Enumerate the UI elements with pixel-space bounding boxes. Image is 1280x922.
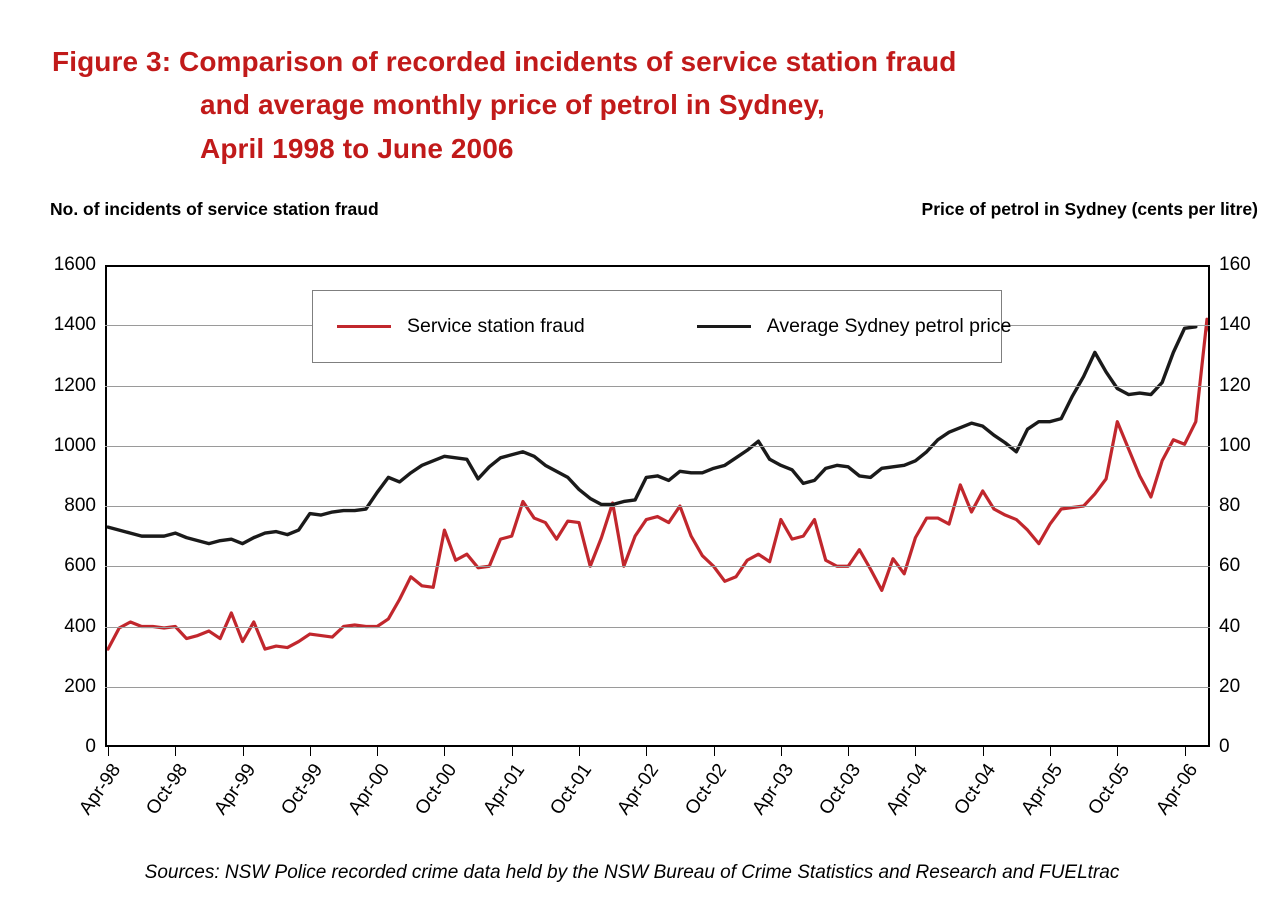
y-tick-label-right: 140 xyxy=(1219,314,1251,336)
y-tick-label-left: 600 xyxy=(64,555,96,577)
x-tick-mark xyxy=(444,747,445,756)
x-tick-label: Oct-01 xyxy=(546,760,597,819)
x-tick-label: Apr-99 xyxy=(209,760,260,819)
x-tick-mark xyxy=(243,747,244,756)
source-note: Sources: NSW Police recorded crime data held by the NSW Bureau of Crime Statistics and Research and FUELtrac xyxy=(144,862,1120,883)
x-tick-label: Apr-04 xyxy=(882,760,933,819)
legend-swatch-fraud xyxy=(337,325,391,328)
y-tick-label-left: 0 xyxy=(85,736,96,757)
x-tick-label: Apr-06 xyxy=(1151,760,1202,819)
x-tick-label: Oct-99 xyxy=(277,760,328,819)
gridline xyxy=(105,627,1210,628)
gridline xyxy=(105,506,1210,507)
x-tick-label: Apr-05 xyxy=(1017,760,1068,819)
right-axis-caption: Price of petrol in Sydney (cents per litre) xyxy=(921,199,1258,219)
x-tick-mark xyxy=(1185,747,1186,756)
legend-swatch-petrol xyxy=(697,325,751,328)
x-tick-mark xyxy=(781,747,782,756)
x-tick-label: Oct-02 xyxy=(680,760,731,819)
page-title xyxy=(52,40,1252,170)
left-axis-caption: No. of incidents of service station fraud xyxy=(50,199,379,219)
y-tick-label-left: 400 xyxy=(64,615,96,637)
legend-label-petrol: Average Sydney petrol price xyxy=(766,315,1012,337)
x-tick-label: Apr-02 xyxy=(613,760,664,819)
x-tick-label: Apr-98 xyxy=(75,760,126,819)
title-line-1: Figure 3: Comparison of recorded incidents of service station fraud xyxy=(52,46,957,77)
legend-label-fraud: Service station fraud xyxy=(407,315,585,337)
x-tick-mark xyxy=(1050,747,1051,756)
y-tick-label-right: 20 xyxy=(1219,675,1241,697)
x-tick-mark xyxy=(175,747,176,756)
y-tick-label-left: 200 xyxy=(64,675,96,697)
gridline xyxy=(105,386,1210,387)
legend-item-fraud xyxy=(337,291,585,362)
gridline xyxy=(105,687,1210,688)
y-tick-label-left: 1000 xyxy=(53,434,96,456)
x-tick-mark xyxy=(1117,747,1118,756)
y-tick-label-right: 160 xyxy=(1219,254,1251,275)
y-tick-label-left: 1200 xyxy=(53,374,96,396)
x-tick-mark xyxy=(310,747,311,756)
y-tick-label-right: 120 xyxy=(1219,374,1251,396)
x-tick-mark xyxy=(848,747,849,756)
y-tick-label-right: 40 xyxy=(1219,615,1241,637)
title-line-3: April 1998 to June 2006 xyxy=(200,132,514,164)
x-tick-label: Oct-03 xyxy=(815,760,866,819)
y-tick-label-right: 60 xyxy=(1219,555,1241,577)
y-tick-label-right: 0 xyxy=(1219,736,1230,757)
gridline xyxy=(105,446,1210,447)
x-tick-mark xyxy=(377,747,378,756)
x-tick-mark xyxy=(915,747,916,756)
x-tick-label: Apr-01 xyxy=(478,760,529,819)
x-tick-mark xyxy=(646,747,647,756)
x-tick-label: Oct-98 xyxy=(142,760,193,819)
x-tick-label: Apr-03 xyxy=(748,760,799,819)
x-tick-mark xyxy=(512,747,513,756)
x-tick-mark xyxy=(714,747,715,756)
y-tick-label-right: 80 xyxy=(1219,495,1241,516)
x-axis-ticks xyxy=(75,747,1210,857)
legend-item-petrol xyxy=(697,291,1012,362)
y-tick-label-left: 1400 xyxy=(53,314,96,336)
x-tick-mark xyxy=(579,747,580,756)
x-tick-label: Oct-00 xyxy=(411,760,462,819)
y-tick-label-right: 100 xyxy=(1219,434,1251,456)
x-tick-mark xyxy=(108,747,109,756)
gridline xyxy=(105,566,1210,567)
x-tick-label: Apr-00 xyxy=(344,760,395,819)
x-tick-label: Oct-05 xyxy=(1084,760,1135,819)
legend xyxy=(312,290,1012,363)
title-line-2: and average monthly price of petrol in Sydney, xyxy=(200,89,825,121)
x-tick-mark xyxy=(983,747,984,756)
x-tick-label: Oct-04 xyxy=(949,760,1000,819)
y-tick-label-left: 1600 xyxy=(53,254,96,275)
y-tick-label-left: 800 xyxy=(64,495,96,516)
